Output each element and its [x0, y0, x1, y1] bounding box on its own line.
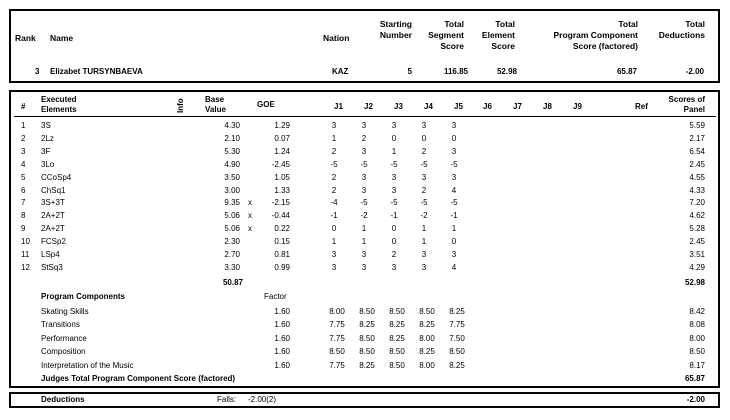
element-judge-score: 3	[421, 121, 427, 130]
element-row	[0, 185, 730, 196]
element-score: 4.62	[689, 211, 705, 221]
element-name: 2A+2T	[41, 211, 65, 221]
element-judge-score: 3	[361, 250, 367, 259]
element-judge-score: 3	[361, 262, 367, 272]
col-num-header: #	[21, 102, 26, 111]
element-score: 4.33	[689, 185, 705, 195]
element-judge-score: 1	[331, 133, 337, 143]
element-judge-score: 3	[361, 172, 367, 182]
element-score: 5.28	[689, 224, 705, 234]
deductions-label: Deductions	[41, 395, 85, 404]
element-judge-score: -5	[450, 159, 458, 169]
element-score: 4.55	[689, 172, 705, 182]
element-row	[0, 249, 730, 260]
element-judge-score: 3	[361, 146, 367, 156]
element-score: 4.29	[689, 262, 705, 272]
component-factor: 1.60	[274, 360, 290, 370]
element-judge-score: -5	[420, 159, 428, 169]
element-x-flag: x	[248, 211, 252, 221]
component-judge-score: 8.25	[389, 333, 405, 343]
element-judge-score: 3	[331, 250, 337, 259]
element-judge-score: -1	[390, 211, 398, 221]
col-j1-header: J1	[334, 102, 343, 111]
element-score: 2.45	[689, 159, 705, 169]
component-judge-score: 8.00	[419, 333, 435, 343]
element-num: 7	[21, 198, 26, 208]
element-goe: 0.81	[274, 250, 290, 259]
element-judge-score: 2	[331, 185, 337, 195]
element-num: 11	[21, 250, 30, 259]
element-judge-score: 1	[361, 237, 367, 247]
element-base: 2.70	[224, 250, 240, 259]
component-row	[0, 346, 730, 357]
component-judge-score: 7.50	[449, 333, 465, 343]
total-pcs-score: 65.87	[616, 67, 637, 76]
athlete-rank: 3	[35, 67, 40, 76]
col-j9-header: J9	[573, 102, 582, 111]
program-components-title: Program Components	[41, 292, 126, 301]
element-base: 3.30	[224, 262, 240, 272]
component-judge-score: 8.50	[389, 360, 405, 370]
component-score: 8.00	[689, 333, 705, 343]
element-judge-score: -5	[360, 159, 368, 169]
col-j3-header: J3	[394, 102, 403, 111]
element-judge-score: 3	[331, 121, 337, 130]
element-name: 3F	[41, 146, 51, 156]
total-element-score: 52.98	[496, 67, 517, 76]
element-num: 9	[21, 224, 26, 234]
component-name: Interpretation of the Music	[41, 360, 134, 370]
element-name: FCSp2	[41, 237, 66, 247]
deductions-box	[9, 392, 720, 408]
element-base: 5.30	[224, 146, 240, 156]
element-judge-score: 1	[391, 146, 397, 156]
element-goe: -0.44	[271, 211, 290, 221]
element-row	[0, 172, 730, 183]
element-base: 2.30	[224, 237, 240, 247]
col-j4-header: J4	[424, 102, 433, 111]
col-info-header: Info	[176, 98, 185, 113]
component-judge-score: 8.25	[419, 347, 435, 357]
component-judge-score: 8.50	[389, 307, 405, 316]
pcs-total-value: 65.87	[684, 374, 705, 383]
element-judge-score: -5	[330, 159, 338, 169]
element-x-flag: x	[248, 224, 252, 234]
element-score: 6.54	[689, 146, 705, 156]
element-judge-score: 0	[451, 133, 457, 143]
col-executed-header: Executed Elements	[41, 95, 77, 114]
element-judge-score: 2	[331, 172, 337, 182]
element-goe: -2.15	[271, 198, 290, 208]
element-num: 1	[21, 121, 26, 130]
element-judge-score: 1	[331, 237, 337, 247]
factor-header: Factor	[264, 292, 287, 301]
element-goe: 0.22	[274, 224, 290, 234]
col-j8-header: J8	[543, 102, 552, 111]
element-num: 3	[21, 146, 26, 156]
athlete-nation: KAZ	[332, 67, 349, 76]
element-name: StSq3	[41, 262, 63, 272]
component-judge-score: 7.75	[329, 333, 345, 343]
element-judge-score: 3	[421, 172, 427, 182]
element-base: 5.06	[224, 211, 240, 221]
total-deductions-value: -2.00	[685, 67, 704, 76]
element-base: 3.00	[224, 185, 240, 195]
component-row	[0, 319, 730, 330]
component-judge-score: 7.75	[329, 320, 345, 330]
element-row	[0, 262, 730, 273]
element-judge-score: 2	[331, 146, 337, 156]
component-name: Performance	[41, 333, 87, 343]
component-judge-score: 8.50	[359, 333, 375, 343]
element-judge-score: -5	[360, 198, 368, 208]
element-judge-score: -5	[390, 198, 398, 208]
col-base-header: Base Value	[205, 95, 226, 114]
element-judge-score: -2	[420, 211, 428, 221]
element-judge-score: 3	[391, 185, 397, 195]
element-row	[0, 133, 730, 144]
element-score: 2.45	[689, 237, 705, 247]
component-name: Transitions	[41, 320, 80, 330]
component-name: Composition	[41, 347, 86, 357]
element-name: ChSq1	[41, 185, 66, 195]
element-num: 6	[21, 185, 26, 195]
element-base: 5.06	[224, 224, 240, 234]
element-judge-score: -1	[330, 211, 338, 221]
element-name: 3Lo	[41, 159, 55, 169]
element-base: 4.90	[224, 159, 240, 169]
col-scores-header: Scores of Panel	[668, 95, 705, 114]
element-judge-score: 3	[451, 172, 457, 182]
element-judge-score: -2	[360, 211, 368, 221]
element-judge-score: 0	[391, 224, 397, 234]
component-factor: 1.60	[274, 307, 290, 316]
component-judge-score: 8.25	[449, 360, 465, 370]
component-factor: 1.60	[274, 333, 290, 343]
component-score: 8.50	[689, 347, 705, 357]
component-judge-score: 7.75	[329, 360, 345, 370]
component-factor: 1.60	[274, 347, 290, 357]
element-name: 3S	[41, 121, 51, 130]
col-j2-header: J2	[364, 102, 373, 111]
component-row	[0, 306, 730, 317]
elements-score-total: 52.98	[684, 278, 705, 287]
col-j7-header: J7	[513, 102, 522, 111]
element-judge-score: 3	[451, 121, 457, 130]
element-judge-score: 0	[331, 224, 337, 234]
name-header: Name	[50, 33, 74, 43]
component-judge-score: 8.50	[389, 347, 405, 357]
component-factor: 1.60	[274, 320, 290, 330]
falls-value: -2.00(2)	[248, 395, 277, 404]
element-judge-score: -1	[450, 211, 458, 221]
element-name: 2A+2T	[41, 224, 65, 234]
element-score: 5.59	[689, 121, 705, 130]
element-judge-score: 3	[451, 146, 457, 156]
element-judge-score: 3	[361, 185, 367, 195]
falls-label: Falls:	[217, 395, 237, 404]
component-judge-score: 8.25	[419, 320, 435, 330]
component-judge-score: 8.50	[359, 307, 375, 316]
element-judge-score: 3	[361, 121, 367, 130]
component-score: 8.17	[689, 360, 705, 370]
col-ref-header: Ref	[635, 102, 648, 111]
element-judge-score: 4	[451, 185, 457, 195]
component-judge-score: 8.50	[449, 347, 465, 357]
element-row	[0, 159, 730, 170]
element-judge-score: 1	[421, 224, 427, 234]
element-judge-score: 0	[451, 237, 457, 247]
component-judge-score: 8.50	[329, 347, 345, 357]
element-row	[0, 146, 730, 157]
element-judge-score: 3	[421, 262, 427, 272]
component-score: 8.42	[689, 307, 705, 316]
element-base: 2.10	[224, 133, 240, 143]
element-judge-score: 0	[391, 133, 397, 143]
element-base: 4.30	[224, 121, 240, 130]
element-num: 8	[21, 211, 26, 221]
component-judge-score: 8.00	[419, 360, 435, 370]
component-judge-score: 7.75	[449, 320, 465, 330]
element-name: 3S+3T	[41, 198, 65, 208]
athlete-name: Elizabet TURSYNBAEVA	[50, 67, 143, 76]
rank-header: Rank	[15, 33, 36, 43]
element-row	[0, 210, 730, 221]
element-judge-score: 3	[391, 262, 397, 272]
elements-base-total: 50.87	[222, 278, 243, 287]
element-judge-score: 2	[421, 146, 427, 156]
element-judge-score: -5	[450, 198, 458, 208]
element-num: 2	[21, 133, 26, 143]
col-goe-header: GOE	[257, 100, 275, 109]
element-judge-score: 1	[421, 237, 427, 247]
total-element-score-header: Total Element Score	[481, 19, 515, 51]
athlete-starting-number: 5	[407, 67, 412, 76]
col-j5-header: J5	[454, 102, 463, 111]
total-segment-score-header: Total Segment Score	[428, 19, 464, 51]
element-num: 5	[21, 172, 26, 182]
element-goe: 1.33	[274, 185, 290, 195]
element-name: CCoSp4	[41, 172, 72, 182]
element-row	[0, 197, 730, 208]
element-score: 3.51	[689, 250, 705, 259]
element-judge-score: 2	[391, 250, 397, 259]
component-judge-score: 8.25	[389, 320, 405, 330]
component-judge-score: 8.50	[419, 307, 435, 316]
element-judge-score: -5	[390, 159, 398, 169]
component-row	[0, 360, 730, 371]
element-score: 7.20	[689, 198, 705, 208]
element-judge-score: 3	[331, 262, 337, 272]
element-judge-score: -4	[330, 198, 338, 208]
element-base: 3.50	[224, 172, 240, 182]
element-goe: 0.07	[274, 133, 290, 143]
component-judge-score: 8.25	[359, 360, 375, 370]
element-name: 2Lz	[41, 133, 54, 143]
element-row	[0, 120, 730, 131]
element-goe: 1.05	[274, 172, 290, 182]
element-judge-score: 0	[421, 133, 427, 143]
element-x-flag: x	[248, 198, 252, 208]
element-row	[0, 236, 730, 247]
element-base: 9.35	[224, 198, 240, 208]
starting-number-header: Starting Number	[379, 19, 412, 40]
element-judge-score: 2	[421, 185, 427, 195]
element-judge-score: 4	[451, 262, 457, 272]
element-goe: 1.24	[274, 146, 290, 156]
element-score: 2.17	[689, 133, 705, 143]
component-judge-score: 8.00	[329, 307, 345, 316]
element-row	[0, 223, 730, 234]
header-separator	[14, 116, 716, 117]
element-judge-score: 2	[361, 133, 367, 143]
element-goe: 1.29	[274, 121, 290, 130]
col-j6-header: J6	[483, 102, 492, 111]
deductions-total: -2.00	[686, 395, 705, 404]
element-judge-score: 1	[451, 224, 457, 234]
element-goe: 0.99	[274, 262, 290, 272]
element-num: 10	[21, 237, 30, 247]
element-judge-score: -5	[420, 198, 428, 208]
element-judge-score: 3	[421, 250, 427, 259]
component-score: 8.08	[689, 320, 705, 330]
element-judge-score: 0	[391, 237, 397, 247]
component-judge-score: 8.50	[359, 347, 375, 357]
component-row	[0, 333, 730, 344]
component-judge-score: 8.25	[359, 320, 375, 330]
pcs-total-label: Judges Total Program Component Score (factored)	[41, 374, 236, 383]
element-judge-score: 3	[391, 121, 397, 130]
element-goe: 0.15	[274, 237, 290, 247]
component-name: Skating Skills	[41, 307, 89, 316]
component-judge-score: 8.25	[449, 307, 465, 316]
total-deductions-header: Total Deductions	[658, 19, 705, 40]
nation-header: Nation	[323, 33, 350, 43]
element-judge-score: 1	[361, 224, 367, 234]
total-pcs-header: Total Program Component Score (factored)	[553, 19, 638, 51]
element-judge-score: 3	[391, 172, 397, 182]
element-name: LSp4	[41, 250, 60, 259]
element-judge-score: 3	[451, 250, 457, 259]
element-num: 4	[21, 159, 26, 169]
total-segment-score: 116.85	[443, 67, 468, 76]
element-num: 12	[21, 262, 30, 272]
element-goe: -2.45	[271, 159, 290, 169]
